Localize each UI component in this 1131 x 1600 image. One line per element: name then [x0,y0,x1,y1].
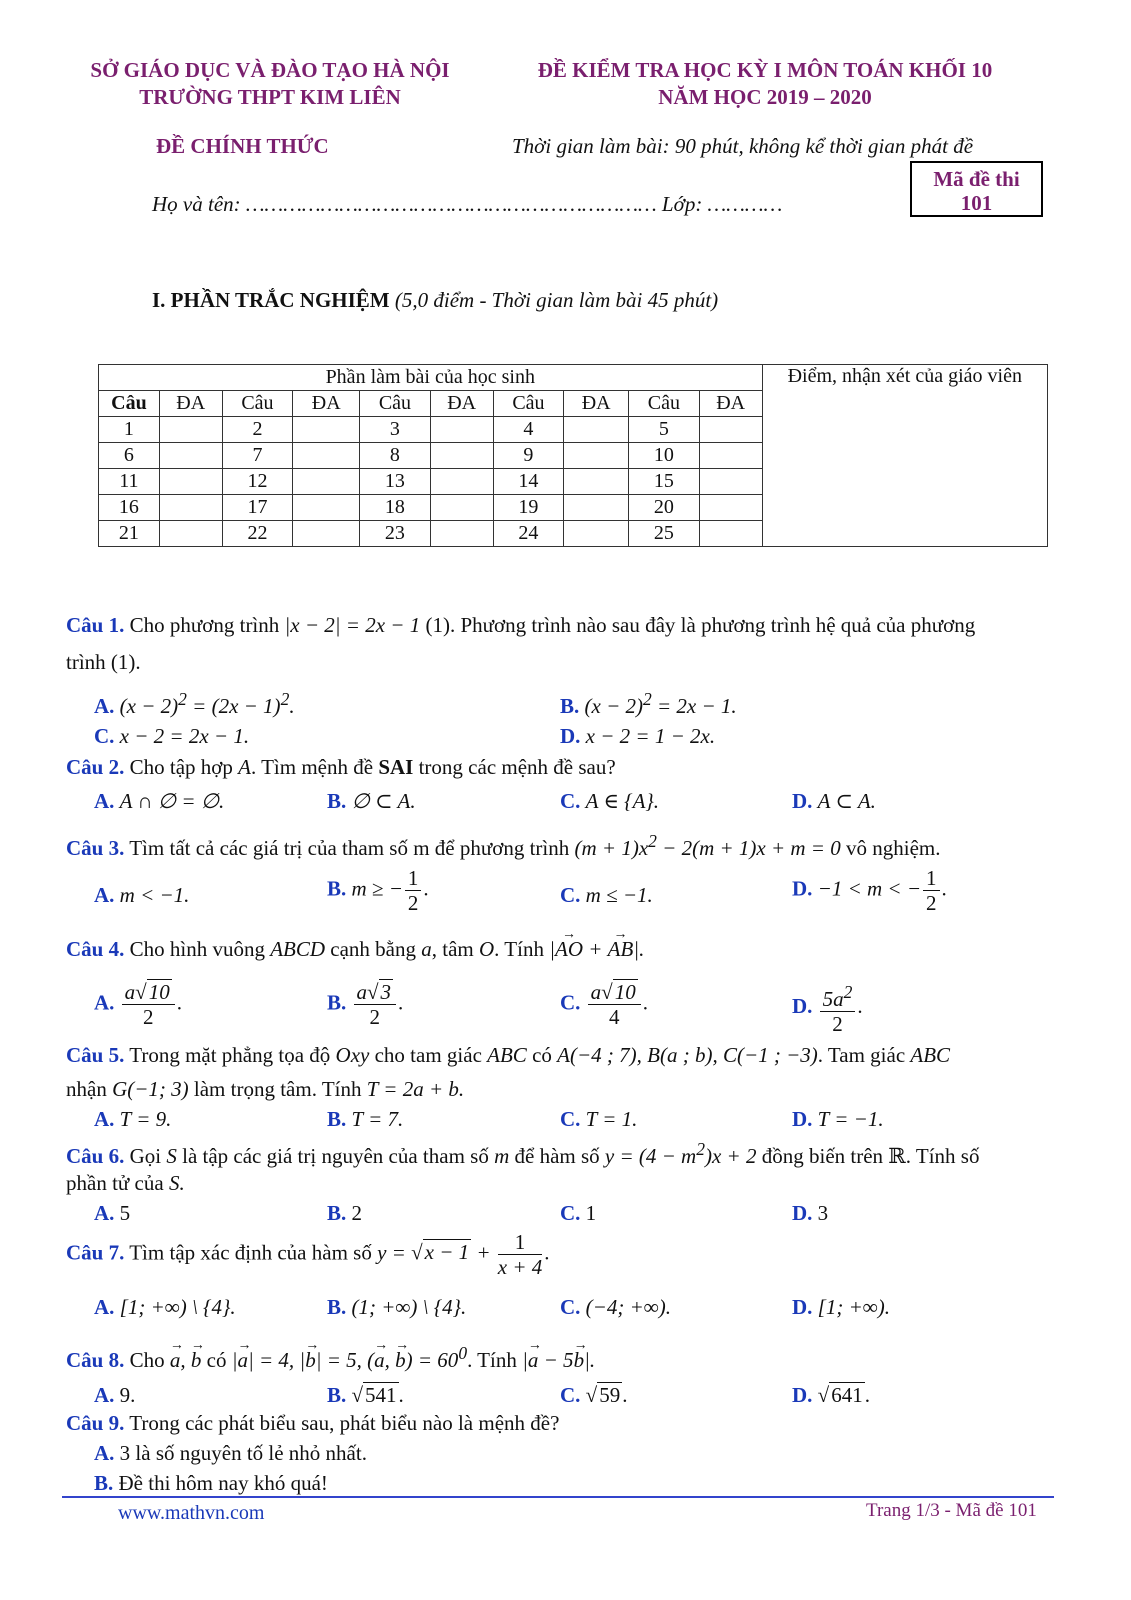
option-d[interactable]: D. x − 2 = 1 − 2x. [560,724,716,748]
question-text: trong các mệnh đề sau? [418,755,616,779]
col-header-q: Câu [629,391,700,417]
option-c[interactable]: C. 1 [560,1201,597,1225]
answer-cell[interactable] [430,521,493,547]
school-department: SỞ GIÁO DỤC VÀ ĐÀO TẠO HÀ NỘI [90,58,450,82]
col-header-q: Câu [99,391,160,417]
question-6: Câu 6. Gọi S là tập các giá trị nguyên của tham số m để hàm số $y = (4 - m^2)x + 2$ đồng biến trên ℝ. Tính số [66,1139,980,1168]
option-a[interactable]: A. T = 9. [94,1107,172,1131]
option-c[interactable]: C. x − 2 = 2x − 1. [94,724,250,748]
question-text: vô nghiệm. [845,836,941,860]
q-number: 8 [360,443,431,469]
option-a[interactable]: A. 3 là số nguyên tố lẻ nhỏ nhất. [94,1441,367,1465]
question-label: Câu 3. [66,836,125,860]
question-text: phần tử của [66,1171,164,1195]
option-d[interactable]: D. A ⊂ A. [792,789,876,813]
math-expr: |x − 2| = 2x − 1 [284,613,421,637]
col-header-a: ĐA [699,391,762,417]
answer-cell[interactable] [159,417,222,443]
q-number: 2 [222,417,293,443]
option-b[interactable]: B. (1; +∞) \ {4}. [327,1295,467,1319]
q-number: 24 [493,521,564,547]
q-number: 11 [99,469,160,495]
answer-cell[interactable] [293,417,360,443]
q-number: 6 [99,443,160,469]
option-a[interactable]: A. A ∩ ∅ = ∅. [94,789,225,813]
question-label: Câu 5. [66,1043,125,1067]
answer-cell[interactable] [699,469,762,495]
option-c[interactable]: C. T = 1. [560,1107,638,1131]
question-label: Câu 8. [66,1348,125,1372]
option-d[interactable]: D. √641. [792,1383,870,1407]
answer-cell[interactable] [430,443,493,469]
school-year: NĂM HỌC 2019 – 2020 [658,85,872,109]
option-c[interactable]: C. √59. [560,1383,628,1407]
q-number: 25 [629,521,700,547]
time-note: Thời gian làm bài: 90 phút, không kể thời gian phát đề [512,134,974,158]
question-text: Cho phương trình [129,613,280,637]
section-heading: I. PHẦN TRẮC NGHIỆM [152,288,390,312]
answer-cell[interactable] [430,417,493,443]
question-label: Câu 2. [66,755,125,779]
footer-divider [62,1496,1054,1498]
question-8: Câu 8. Cho → a, → b có |→ a| = 4, |→ b| = 5, (→ a, → $b) = 60^0$. Tính |→ a − 5→ b|. [66,1338,595,1375]
option-b[interactable]: B. ∅ ⊂ A. [327,789,416,813]
question-text: làm trọng tâm. Tính [193,1077,362,1101]
question-3: Câu 3. Tìm tất cả các giá trị của tham số m để phương trình $(m + 1)x^2 - 2(m + 1)x + m = 0$ vô nghiệm. [66,831,941,860]
answer-cell[interactable] [293,443,360,469]
option-b[interactable]: B. $\frac{a√3}{2}$ . [327,980,404,1029]
answer-cell[interactable] [159,469,222,495]
q-number: 14 [493,469,564,495]
answer-cell[interactable] [159,521,222,547]
col-header-a: ĐA [159,391,222,417]
question-5: Câu 5. Trong mặt phẳng tọa độ Oxy cho tam giác ABC có A(−4 ; 7), B(a ; b), C(−1 ; −3). Tam giác ABC [66,1043,951,1067]
question-text: . Tính số [905,1144,980,1168]
option-d[interactable]: D. 3 [792,1201,829,1225]
option-b[interactable]: B. Đề thi hôm nay khó quá! [94,1471,328,1495]
option-b[interactable]: B. $(x - 2)^2 = 2x - 1$. [560,689,737,718]
footer-page-number: Trang 1/3 - Mã đề 101 [866,1500,1037,1521]
question-text: Tìm tập xác định của hàm số [129,1240,372,1265]
question-text: Cho tập hợp [129,755,233,779]
question-text: Gọi [129,1144,162,1168]
q-number: 4 [493,417,564,443]
answer-table [98,364,1048,547]
option-c[interactable]: C. $\frac{a√10}{4}$ . [560,980,648,1029]
option-label: B. [560,694,580,718]
student-name-line: Họ và tên: ………………………………………………………… Lớp: ………… [152,192,783,216]
section-note: (5,0 điểm - Thời gian làm bài 45 phút) [394,288,719,312]
q-number: 17 [222,495,293,521]
question-text: Trong các phát biểu sau, phát biểu nào là mệnh đề? [129,1411,560,1435]
col-header-q: Câu [493,391,564,417]
question-9 [66,1408,559,1438]
question-text: . Tam giác [817,1043,906,1067]
q-number: 19 [493,495,564,521]
footer-site-link[interactable]: www.mathvn.com [118,1502,265,1524]
question-text: là tập các giá trị nguyên của tham số [182,1144,489,1168]
question-label: Câu 1. [66,613,125,637]
question-text: (1). Phương trình nào sau đây là phương trình hệ quả của phương [425,613,976,637]
question-text: có [532,1043,552,1067]
option-a[interactable]: A. [1; +∞) \ {4}. [94,1295,236,1319]
col-header-q: Câu [360,391,431,417]
option-a[interactable]: A. $\frac{a√10}{2}$ . [94,980,182,1029]
answer-cell[interactable] [159,495,222,521]
answer-cell[interactable] [564,495,629,521]
option-d[interactable]: D. $\frac{5a^2}{2}$ . [792,982,863,1036]
option-a[interactable]: A. 9. [94,1383,136,1407]
question-label: Câu 7. [66,1240,125,1265]
option-b[interactable]: B. T = 7. [327,1107,404,1131]
answer-cell[interactable] [293,521,360,547]
option-c[interactable]: C. m ≤ −1. [560,883,653,907]
q-number: 13 [360,469,431,495]
question-1 [66,610,1056,640]
exam-code-label: Mã đề thi [933,167,1020,191]
option-b[interactable]: B. √541. [327,1383,404,1407]
q-number: 22 [222,521,293,547]
answer-cell[interactable] [159,443,222,469]
answer-cell[interactable] [699,417,762,443]
answer-cell[interactable] [699,495,762,521]
q-number: 18 [360,495,431,521]
answer-cell[interactable] [564,417,629,443]
answer-cell[interactable] [564,443,629,469]
option-a[interactable]: A. $(x - 2)^2 = (2x - 1)^2$. [94,689,295,718]
question-text: đồng biến trên [761,1144,884,1168]
question-text: Tìm tất cả các giá trị của tham số m để phương trình [129,836,570,860]
q-number: 7 [222,443,293,469]
question-text: cho tam giác [374,1043,482,1067]
question-label: Câu 9. [66,1411,125,1435]
option-label: A. [94,694,115,718]
q-number: 15 [629,469,700,495]
question-text: , tâm [431,937,474,961]
question-label: Câu 6. [66,1144,125,1168]
exam-title: ĐỀ KIỂM TRA HỌC KỲ I MÔN TOÁN KHỐI 10 [537,58,993,82]
question-label: Câu 4. [66,937,125,961]
emphasis-text: SAI [378,755,414,779]
option-c[interactable]: C. A ∈ {A}. [560,789,660,813]
q-number: 1 [99,417,160,443]
col-header-a: ĐA [564,391,629,417]
option-label: D. [560,724,581,748]
q-number: 23 [360,521,431,547]
q-number: 12 [222,469,293,495]
q-number: 21 [99,521,160,547]
section-title [152,288,718,313]
answer-cell[interactable] [293,469,360,495]
question-text: . Tính [494,937,544,961]
question-text: Cho hình vuông [129,937,265,961]
question-text: trình (1). [66,650,141,674]
official-label: ĐỀ CHÍNH THỨC [156,134,329,158]
question-text: . Tìm mệnh đề [250,755,374,779]
answer-cell[interactable] [699,443,762,469]
q-number: 9 [493,443,564,469]
answer-cell[interactable] [564,469,629,495]
col-header-a: ĐA [293,391,360,417]
q-number: 5 [629,417,700,443]
question-text: để hàm số [514,1144,600,1168]
q-number: 10 [629,443,700,469]
q-number: 20 [629,495,700,521]
question-text: Trong mặt phẳng tọa độ [129,1043,331,1067]
option-a[interactable]: A. m < −1. [94,883,190,907]
school-name: TRƯỜNG THPT KIM LIÊN [139,85,401,109]
answer-cell[interactable] [430,469,493,495]
exam-code-value: 101 [960,191,993,215]
q-number: 16 [99,495,160,521]
answer-cell[interactable] [430,495,493,521]
question-text: Cho [129,1348,165,1372]
answer-cell[interactable] [293,495,360,521]
exam-code-box [910,161,1043,217]
option-c[interactable]: C. (−4; +∞). [560,1295,671,1319]
option-d[interactable]: D. T = −1. [792,1107,884,1131]
option-a[interactable]: A. 5 [94,1201,131,1225]
option-d[interactable]: D. [1; +∞). [792,1295,890,1319]
student-header: Phần làm bài của học sinh [99,365,763,391]
question-2: Câu 2. Cho tập hợp A. Tìm mệnh đề SAI trong các mệnh đề sau? [66,755,616,779]
option-d[interactable]: D. −1 < m < − $\frac{1}{2}$ . [792,866,947,915]
col-header-a: ĐA [430,391,493,417]
option-label: C. [94,724,115,748]
option-b[interactable]: B. 2 [327,1201,363,1225]
question-6-cont: phần tử của S. [66,1171,185,1195]
question-7: Câu 7. Tìm tập xác định của hàm số y = √x − 1 + $\frac{1}{x + 4}$ . [66,1230,550,1279]
q-number: 3 [360,417,431,443]
col-header-q: Câu [222,391,293,417]
teacher-header: Điểm, nhận xét của giáo viên [762,365,1047,547]
question-text: có [206,1348,227,1372]
question-text: . Tính [467,1348,517,1372]
question-text: nhận [66,1077,107,1101]
question-5-cont: nhận G(−1; 3) làm trọng tâm. Tính T = 2a + b. [66,1077,465,1101]
question-4: Câu 4. Cho hình vuông ABCD cạnh bằng a, tâm O. Tính |→ AO + → AB|. [66,934,644,964]
question-text: cạnh bằng [330,937,416,961]
answer-cell[interactable] [564,521,629,547]
option-b[interactable]: B. m ≥ − $\frac{1}{2}$ . [327,866,429,915]
answer-cell[interactable] [699,521,762,547]
